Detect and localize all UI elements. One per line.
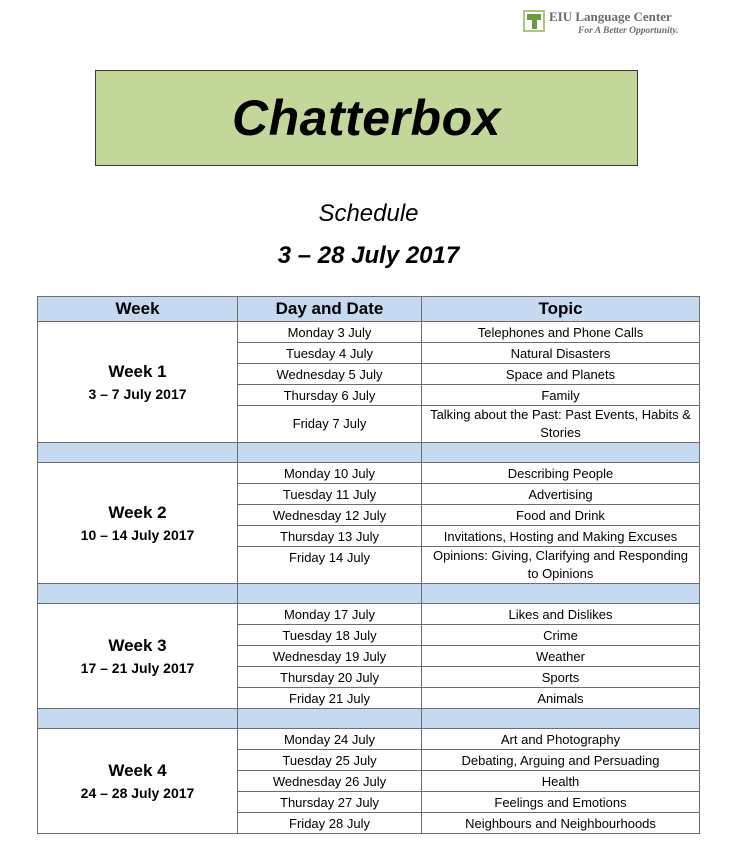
table-row [38, 463, 700, 484]
week-cell [38, 604, 238, 709]
schedule-heading: Schedule [318, 200, 419, 227]
day-cell: Thursday 6 July [238, 385, 422, 406]
week-separator-row [38, 443, 700, 463]
week-label: Week 1 [108, 362, 167, 381]
topic-cell: Family [422, 385, 700, 406]
week-label: Week 3 [108, 636, 167, 655]
table-row [38, 729, 700, 750]
topic-cell: Talking about the Past: Past Events, Habits & Stories [422, 406, 700, 443]
day-cell: Monday 17 July [238, 604, 422, 625]
week-separator-row [38, 709, 700, 729]
topic-cell: Feelings and Emotions [422, 792, 700, 813]
date-range-heading: 3 – 28 July 2017 [277, 242, 460, 269]
week-range: 17 – 21 July 2017 [80, 660, 195, 676]
day-cell: Tuesday 18 July [238, 625, 422, 646]
week-range: 10 – 14 July 2017 [80, 527, 195, 543]
header-week: Week [38, 297, 238, 322]
week-cell [38, 463, 238, 584]
topic-cell: Debating, Arguing and Persuading [422, 750, 700, 771]
day-cell: Friday 28 July [238, 813, 422, 834]
schedule-table [37, 296, 700, 834]
title-banner [95, 70, 638, 166]
day-cell: Wednesday 12 July [238, 505, 422, 526]
topic-cell: Opinions: Giving, Clarifying and Responding to Opinions [422, 547, 700, 584]
topic-cell: Space and Planets [422, 364, 700, 385]
eiu-logo-icon [523, 10, 545, 32]
topic-cell: Animals [422, 688, 700, 709]
topic-cell: Telephones and Phone Calls [422, 322, 700, 343]
topic-cell: Invitations, Hosting and Making Excuses [422, 526, 700, 547]
table-row [38, 604, 700, 625]
day-cell: Friday 7 July [238, 406, 422, 443]
day-cell: Monday 3 July [238, 322, 422, 343]
day-cell: Wednesday 26 July [238, 771, 422, 792]
week-label: Week 4 [108, 761, 167, 780]
topic-cell: Health [422, 771, 700, 792]
table-row [38, 322, 700, 343]
day-cell: Friday 14 July [238, 547, 422, 584]
day-cell: Friday 21 July [238, 688, 422, 709]
week-separator-row [38, 584, 700, 604]
day-cell: Monday 10 July [238, 463, 422, 484]
topic-cell: Sports [422, 667, 700, 688]
day-cell: Thursday 13 July [238, 526, 422, 547]
day-cell: Thursday 20 July [238, 667, 422, 688]
week-range: 3 – 7 July 2017 [88, 386, 187, 402]
topic-cell: Neighbours and Neighbourhoods [422, 813, 700, 834]
week-range: 24 – 28 July 2017 [80, 785, 195, 801]
day-cell: Wednesday 19 July [238, 646, 422, 667]
topic-cell: Describing People [422, 463, 700, 484]
day-cell: Tuesday 11 July [238, 484, 422, 505]
topic-cell: Weather [422, 646, 700, 667]
topic-cell: Food and Drink [422, 505, 700, 526]
table-header-row [38, 297, 700, 322]
page-title: Chatterbox [232, 90, 501, 146]
header-topic: Topic [422, 297, 700, 322]
brand-name: EIU Language Center [549, 9, 672, 24]
week-cell [38, 729, 238, 834]
header-day-and-date: Day and Date [238, 297, 422, 322]
day-cell: Tuesday 4 July [238, 343, 422, 364]
topic-cell: Likes and Dislikes [422, 604, 700, 625]
week-label: Week 2 [108, 503, 167, 522]
day-cell: Tuesday 25 July [238, 750, 422, 771]
topic-cell: Advertising [422, 484, 700, 505]
topic-cell: Natural Disasters [422, 343, 700, 364]
brand-block [523, 8, 723, 42]
topic-cell: Art and Photography [422, 729, 700, 750]
day-cell: Thursday 27 July [238, 792, 422, 813]
topic-cell: Crime [422, 625, 700, 646]
day-cell: Monday 24 July [238, 729, 422, 750]
brand-tagline: For A Better Opportunity. [578, 26, 679, 36]
day-cell: Wednesday 5 July [238, 364, 422, 385]
week-cell [38, 322, 238, 443]
